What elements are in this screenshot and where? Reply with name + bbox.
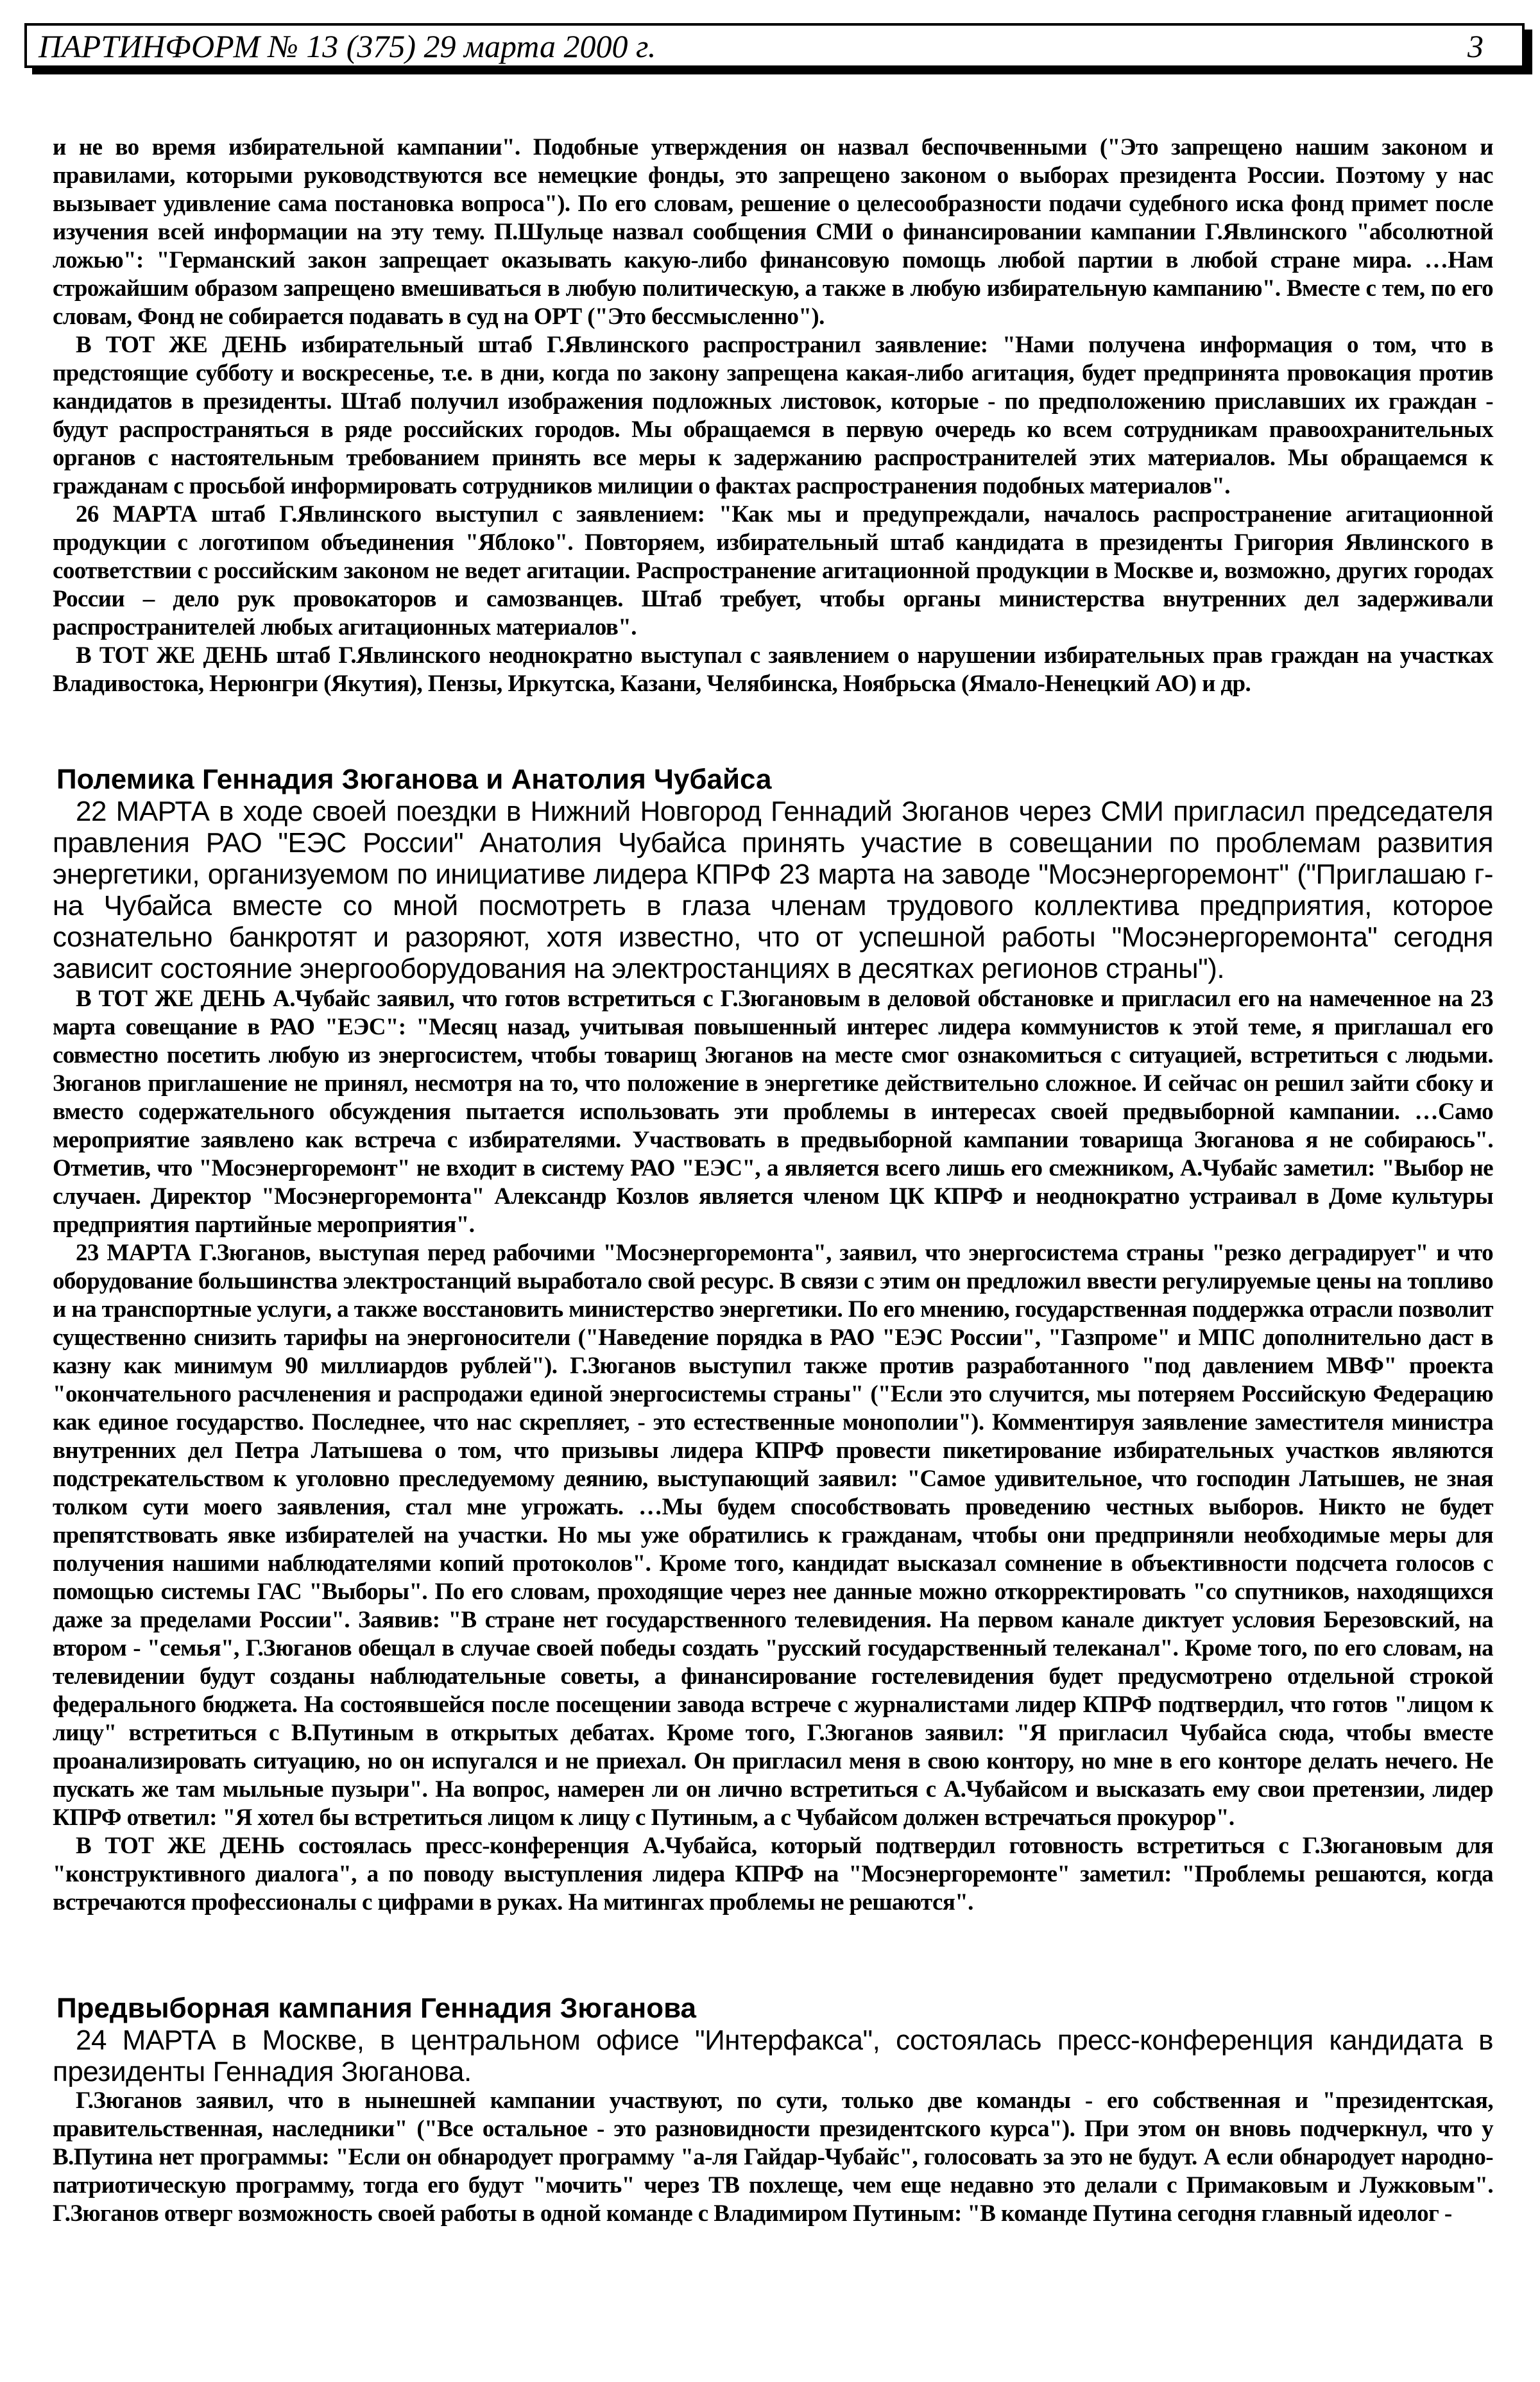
section-lead bbox=[53, 2025, 1493, 2087]
paragraph: 23 МАРТА Г.Зюганов, выступая перед рабочими "Мосэнергоремонта", заявил, что энергосистема страны "резко деградирует" и что оборудование большинства электростанций выработало свой ресурс. В связи с этим он предложил ввести регулируемые цены на топливо и на транспортные услуги, а также восстановить министерство энергетики. По его мнению, государственная поддержка отрасли позволит существенно снизить тарифы на энергоносители ("Наведение порядка в РАО "ЕЭС России", "Газпроме" и МПС дополнительно даст в казну как минимум 90 миллиардов рублей"). Г.Зюганов выступил также против разработанного "под давлением МВФ" проекта "окончательного расчленения и распродажи единой энергосистемы страны" ("Если это случится, мы потеряем Российскую Федерацию как единое государство. Последнее, что нас скрепляет, - это естественные монополии"). Комментируя заявление заместителя министра внутренних дел Петра Латышева о том, что призывы лидера КПРФ провести пикетирование избирательных участков являются подстрекательством к уголовно преследуемому деянию, выступающий заявил: "Самое удивительное, что господин Латышев, не зная толком сути моего заявления, стал мне угрожать. …Мы будем способствовать проведению честных выборов. Никто не будет препятствовать явке избирателей на участки. Но мы уже обратились к гражданам, чтобы они предприняли необходимые меры для получения нашими наблюдателями копий протоколов". Кроме того, кандидат высказал сомнение в объективности подсчета голосов с помощью системы ГАС "Выборы". По его словам, проходящие через нее данные можно откорректировать "со спутников, находящихся даже за пределами России". Заявив: "В стране нет государственного телевидения. На первом канале диктует условия Березовский, на втором - "семья", Г.Зюганов обещал в случае своей победы создать "русский государственный телеканал". Кроме того, по его словам, на телевидении будут созданы наблюдательные советы, а финансирование гостелевидения будет предусмотрено отдельной строкой федерального бюджета. На состоявшейся после посещении завода встрече с журналистами лидер КПРФ подтвердил, что готов "лицом к лицу" встретиться с В.Путиным в открытых дебатах. Кроме того, Г.Зюганов заявил: "Я пригласил Чубайса сюда, чтобы вместе проанализировать ситуацию, но он испугался и не приехал. Он пригласил меня в свою контору, но мне в его конторе делать нечего. Не пускать же там мыльные пузыри". На вопрос, намерен ли он лично встретиться с А.Чубайсом и высказать ему свои претензии, лидер КПРФ ответил: "Я хотел бы встретиться лицом к лицу с Путиным, а с Чубайсом должен встречаться прокурор". bbox=[53, 1240, 1493, 1831]
section-yavlinsky bbox=[53, 133, 1493, 698]
paragraph: В ТОТ ЖЕ ДЕНЬ штаб Г.Явлинского неоднократно выступал с заявлением о нарушении избирательных прав граждан на участках Владивостока, Нерюнгри (Якутия), Пензы, Иркутска, Казани, Челябинска, Ноябрьска (Ямало-Ненецкий АО) и др. bbox=[53, 642, 1493, 697]
lead-paragraph: 24 МАРТА в Москве, в центральном офисе "Интерфакса", состоялась пресс-конференция кандидата в президенты Геннадия Зюганова. bbox=[53, 2025, 1493, 2087]
paragraph: В ТОТ ЖЕ ДЕНЬ А.Чубайс заявил, что готов встретиться с Г.Зюгановым в деловой обстановке и пригласил его на намеченное на 23 марта совещание в РАО "ЕЭС": "Месяц назад, учитывая повышенный интерес лидера коммунистов к этой теме, я приглашал его совместно посетить любую из энергосистем, чтобы товарищ Зюганов на месте смог ознакомиться с ситуацией, встретиться с людьми. Зюганов приглашение не принял, несмотря на то, что положение в энергетике действительно сложное. И сейчас он решил зайти сбоку и вместо содержательного обсуждения пытается использовать эти проблемы в интересах своей предвыборной кампании. …Само мероприятие заявлено как встреча с избирателями. Участвовать в предвыборной кампании товарища Зюганова я не собираюсь". Отметив, что "Мосэнергоремонт" не входит в систему РАО "ЕЭС", а является всего лишь его смежником, А.Чубайс заметил: "Выбор не случаен. Директор "Мосэнергоремонта" Александр Козлов является членом ЦК КПРФ и неоднократно устраивал в Доме культуры предприятия партийные мероприятия". bbox=[53, 986, 1493, 1238]
section-heading: Предвыборная кампания Геннадия Зюганова bbox=[56, 1992, 697, 2024]
paragraph: 26 МАРТА штаб Г.Явлинского выступил с заявлением: "Как мы и предупреждали, началось распространение агитационной продукции с логотипом объединения "Яблоко". Повторяем, избирательный штаб кандидата в президенты Григория Явлинского в соответствии с российским законом не ведет агитации. Распространение агитационной продукции в Москве и, возможно, других городах России – дело рук провокаторов и самозванцев. Штаб требует, чтобы органы министерства внутренних дел задерживали распространителей любых агитационных материалов". bbox=[53, 501, 1493, 640]
paragraph: В ТОТ ЖЕ ДЕНЬ состоялась пресс-конференция А.Чубайса, который подтвердил готовность встретиться с Г.Зюгановым для "конструктивного диалога", а по поводу выступления лидера КПРФ на "Мосэнергоремонте" заметил: "Проблемы решаются, когда встречаются профессионалы с цифрами в руках. На митингах проблемы не решаются". bbox=[53, 1833, 1493, 1915]
page-header bbox=[24, 23, 1525, 68]
section-polemic bbox=[53, 985, 1493, 1917]
paragraph: Г.Зюганов заявил, что в нынешней кампании участвуют, по сути, только две команды - его собственная и "президентская, правительственная, наследники" ("Все остальное - это разновидности президентского курса"). При этом он вновь подчеркнул, что у В.Путина нет программы: "Если он обнародует программу "а-ля Гайдар-Чубайс", голосовать за это не будут. А если обнародует народно-патриотическую программу, тогда его будут "мочить" через ТВ похлеще, чем еще недавно это делали с Примаковым и Лужковым". Г.Зюганов отверг возможность своей работы в одной команде с Владимиром Путиным: "В команде Путина сегодня главный идеолог - bbox=[53, 2087, 1493, 2227]
paragraph: и не во время избирательной кампании". Подобные утверждения он назвал беспочвенными ("Это запрещено нашим законом и правилами, которыми руководствуются все немецкие фонды, это запрещено законом о выборах президента России. Поэтому у нас вызывает удивление сама постановка вопроса"). По его словам, решение о целесообразности подачи судебного иска фонд примет после изучения всей информации на эту тему. П.Шульце назвал сообщения СМИ о финансировании кампании Г.Явлинского "абсолютной ложью": "Германский закон запрещает оказывать какую-либо финансовую помощь любой партии в любой стране мира. …Нам строжайшим образом запрещено вмешиваться в любую политическую, а также в любую избирательную кампанию". Вместе с тем, по его словам, Фонд не собирается подавать в суд на ОРТ ("Это бессмысленно"). bbox=[53, 134, 1493, 330]
page-number: 3 bbox=[1467, 28, 1484, 64]
section-lead bbox=[53, 796, 1493, 984]
section-heading: Полемика Геннадия Зюганова и Анатолия Чубайса bbox=[56, 764, 772, 795]
publication-title: ПАРТИНФОРМ № 13 (375) 29 марта 2000 г. bbox=[38, 28, 656, 64]
lead-paragraph: 22 МАРТА в ходе своей поездки в Нижний Новгород Геннадий Зюганов через СМИ пригласил председателя правления РАО "ЕЭС России" Анатолия Чубайса принять участие в совещании по проблемам развития энергетики, организуемом по инициативе лидера КПРФ 23 марта на заводе "Мосэнергоремонт" ("Приглашаю г-на Чубайса вместе со мной посмотреть в глаза членам трудового коллектива предприятия, которое сознательно банкротят и разоряют, хотя известно, что от успешной работы "Мосэнергоремонта" сегодня зависит состояние энергооборудования на электростанциях в десятках регионов страны"). bbox=[53, 796, 1493, 984]
section-campaign bbox=[53, 2087, 1493, 2228]
paragraph: В ТОТ ЖЕ ДЕНЬ избирательный штаб Г.Явлинского распространил заявление: "Нами получена информация о том, что в предстоящие субботу и воскресенье, т.е. в дни, когда по закону запрещена какая-либо агитация, будет предпринята провокация против кандидатов в президенты. Штаб получил изображения подложных листовок, которые - по предположению приславших их граждан - будут распространяться в ряде российских городов. Мы обращаемся в первую очередь ко всем сотрудникам правоохранительных органов с настоятельным требованием принять все меры к задержанию распространителей этих материалов. Мы обращаемся к гражданам с просьбой информировать сотрудников милиции о фактах распространения подобных материалов". bbox=[53, 332, 1493, 499]
